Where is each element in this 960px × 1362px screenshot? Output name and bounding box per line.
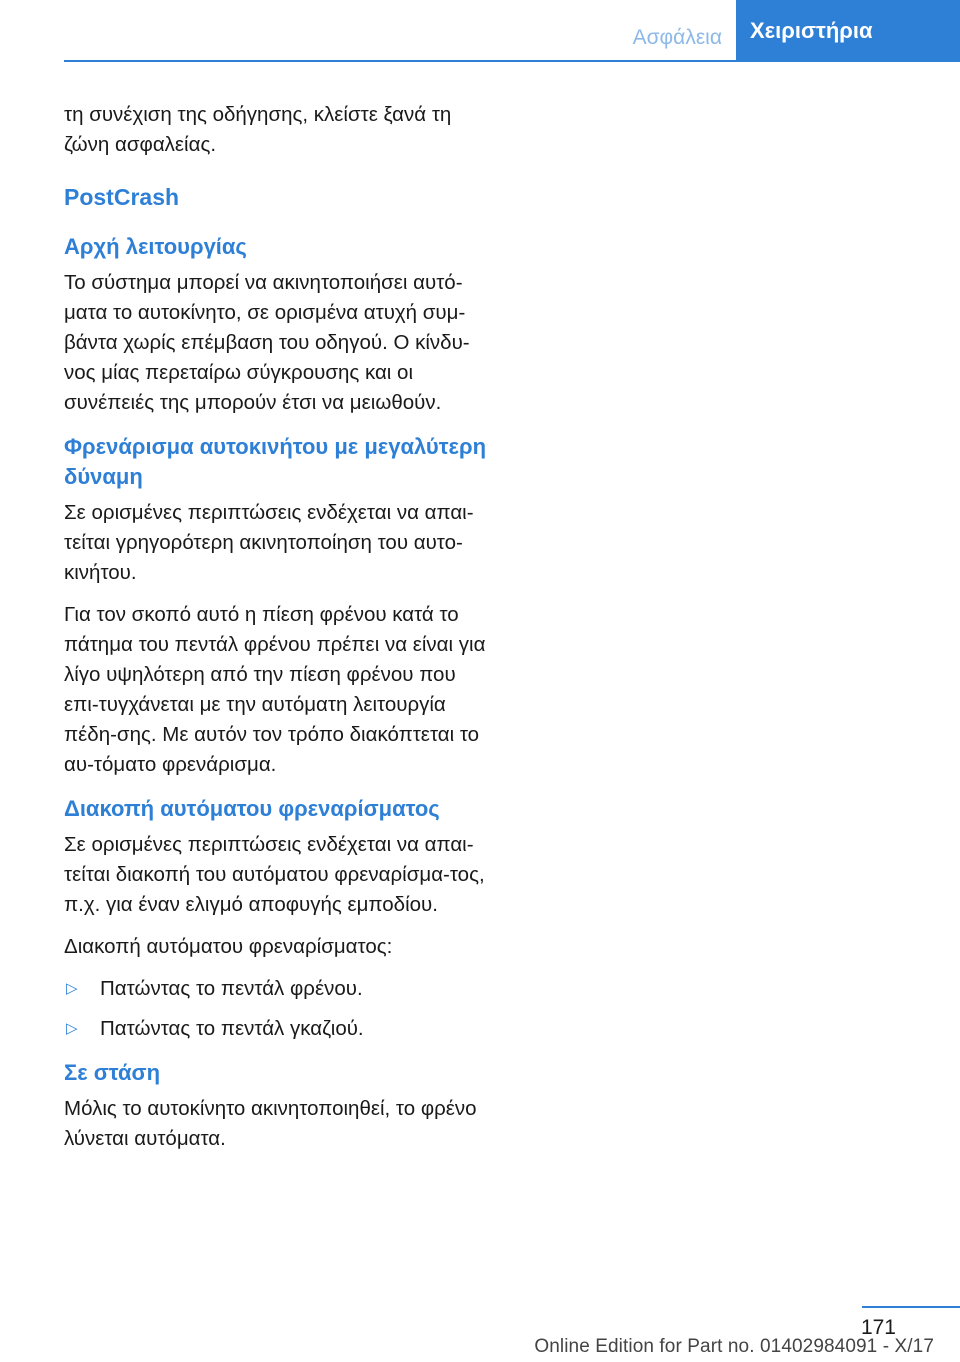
section-heading: Σε στάση xyxy=(64,1060,161,1085)
footer-rule xyxy=(862,1306,960,1308)
triangle-bullet-icon: ▷ xyxy=(66,1020,78,1037)
list-item-text: Πατώντας το πεντάλ γκαζιού. xyxy=(100,1017,364,1040)
list-item-text: Πατώντας το πεντάλ φρένου. xyxy=(100,977,363,1000)
section-paragraph: Μόλις το αυτοκίνητο ακινητοποιηθεί, το φρένο λύνεται αυτόματα. xyxy=(64,1097,477,1150)
section-paragraph: Σε ορισμένες περιπτώσεις ενδέχεται να απαι-τείται διακοπή του αυτόματου φρεναρίσμα-τος, π.χ. για έναν ελιγμό αποφυγής εμποδίου. xyxy=(64,833,485,916)
section-paragraph: Για τον σκοπό αυτό η πίεση φρένου κατά το πάτημα του πεντάλ φρένου πρέπει να είναι για λίγο υψηλότερη από την πίεση φρένου που επι-τυγχάνεται με την αυτόματη λειτουργία πέδη-σης. Με αυτόν τον τρόπο διακόπτεται το αυ-τόματο φρενάρισμα. xyxy=(64,603,486,776)
edition-note: Online Edition for Part no. 01402984091 - X/17 xyxy=(534,1336,934,1357)
section-heading: Φρενάρισμα αυτοκινήτου με μεγαλύτερη δύναμη xyxy=(64,434,487,489)
list-item xyxy=(64,1014,494,1044)
main-text-column xyxy=(64,100,494,1166)
section-paragraph: Το σύστημα μπορεί να ακινητοποιήσει αυτό-ματα το αυτοκίνητο, σε ορισμένα ατυχή συμ-βάντα χωρίς επέμβαση του οδηγού. Ο κίνδυ-νος μίας περεταίρω σύγκρουσης και οι συνέπειές της μπορούν έτσι να μειωθούν. xyxy=(64,271,470,414)
bullet-list xyxy=(64,974,494,1044)
section-paragraph: Σε ορισμένες περιπτώσεις ενδέχεται να απαι-τείται γρηγορότερη ακινητοποίηση του αυτο-κινήτου. xyxy=(64,501,474,584)
intro-paragraph: τη συνέχιση της οδήγησης, κλείστε ξανά τη ζώνη ασφαλείας. xyxy=(64,103,452,156)
header-section-title: Ασφάλεια xyxy=(632,26,722,49)
section-paragraph: Διακοπή αυτόματου φρεναρίσματος: xyxy=(64,935,393,958)
section-heading: Αρχή λειτουργίας xyxy=(64,234,247,259)
list-item xyxy=(64,974,494,1004)
page-number: 171 xyxy=(860,1316,896,1339)
header-chapter-tab xyxy=(736,0,960,62)
triangle-bullet-icon: ▷ xyxy=(66,980,78,997)
page-title: PostCrash xyxy=(64,184,180,210)
section-heading: Διακοπή αυτόματου φρεναρίσματος xyxy=(64,796,440,821)
header-chapter-label: Χειριστήρια xyxy=(750,18,873,43)
